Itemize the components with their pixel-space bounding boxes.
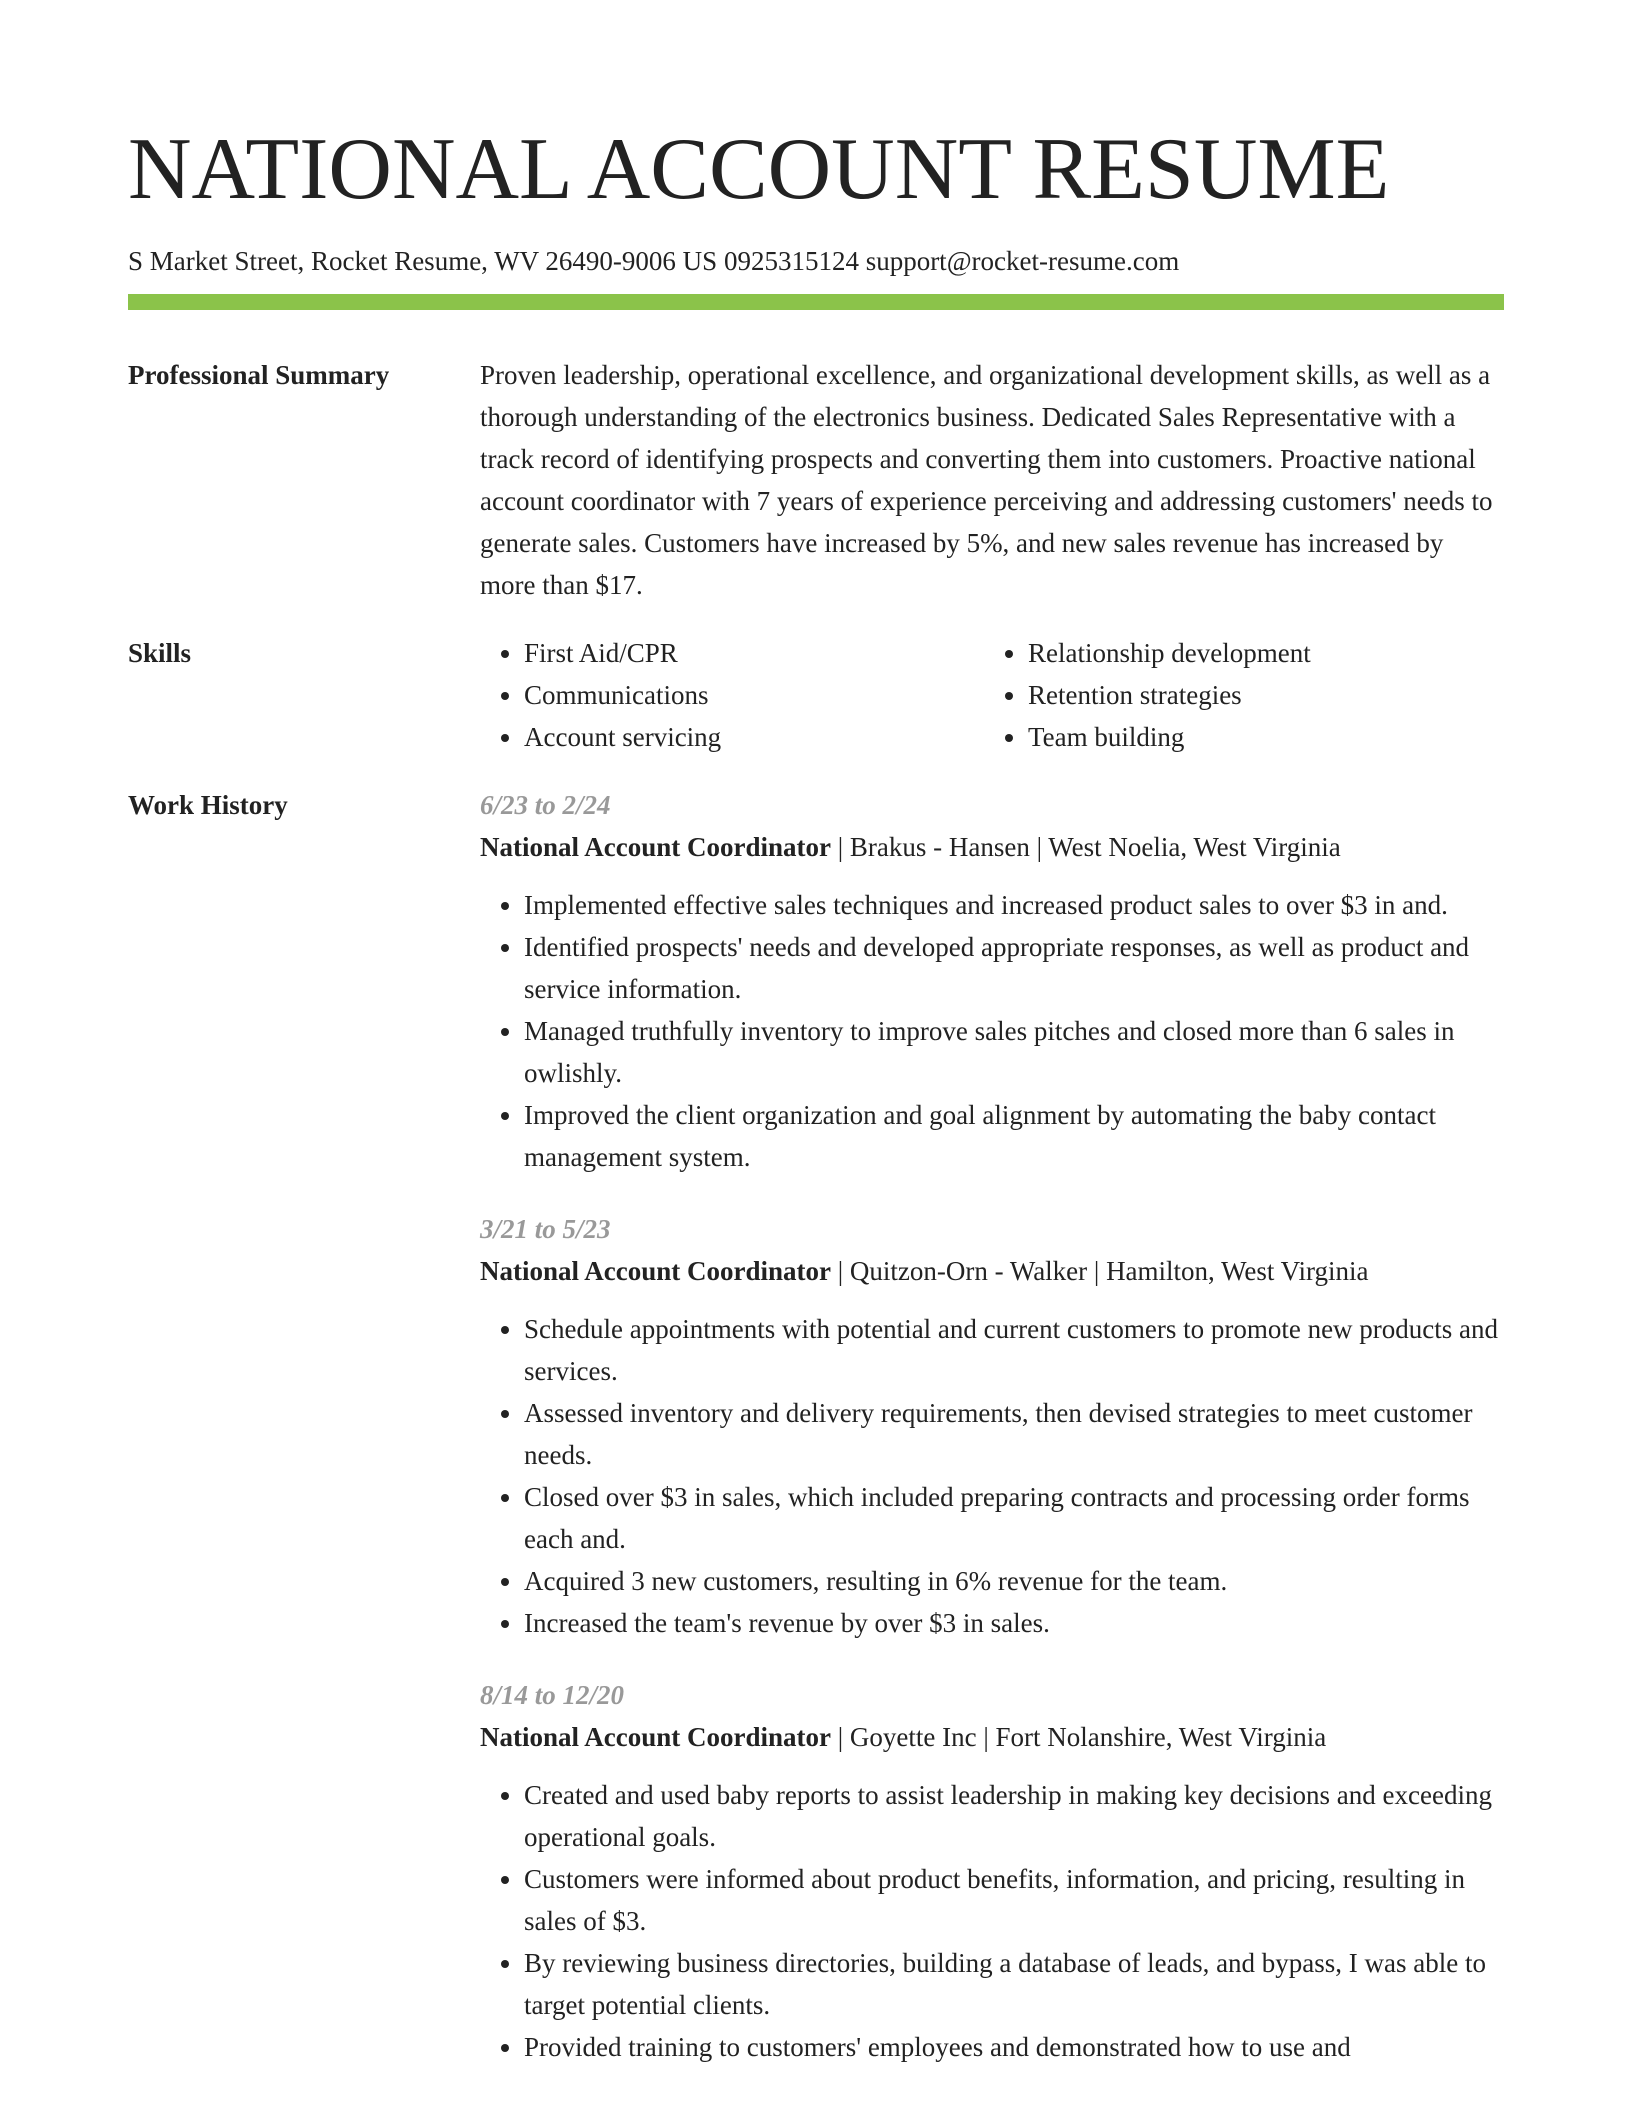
job-bullet: • Managed truthfully inventory to improve sales pitches and closed more than 6 sales in owlishly. <box>524 1010 1504 1094</box>
section-title-summary: Professional Summary <box>128 360 390 390</box>
skills-column-2 <box>984 632 1488 758</box>
skills-column-1 <box>480 632 984 758</box>
job-bullets <box>480 1774 1504 2068</box>
skill-item: • Relationship development <box>1028 632 1488 674</box>
section-title-skills: Skills <box>128 638 192 668</box>
job-bullet: • Created and used baby reports to assist leadership in making key decisions and exceeding operational goals. <box>524 1774 1504 1858</box>
job-dates: 8/14 to 12/20 <box>480 1680 625 1710</box>
job-bullet: • Increased the team's revenue by over $3 in sales. <box>524 1602 1504 1644</box>
job-entry <box>480 1674 1504 2068</box>
accent-divider <box>128 294 1504 310</box>
job-role-line <box>480 826 1504 868</box>
job-details: | Brakus - Hansen | West Noelia, West Virginia <box>831 832 1341 862</box>
skill-item: • Communications <box>524 674 984 716</box>
job-dates: 6/23 to 2/24 <box>480 790 611 820</box>
job-entry <box>480 1208 1504 1644</box>
job-bullet: • Improved the client organization and goal alignment by automating the baby contact management system. <box>524 1094 1504 1178</box>
job-bullet: • Schedule appointments with potential and current customers to promote new products and services. <box>524 1308 1504 1392</box>
job-title: National Account Coordinator <box>480 1722 831 1752</box>
skills-list <box>480 632 1504 758</box>
resume-name: NATIONAL ACCOUNT RESUME <box>128 121 1390 218</box>
job-title: National Account Coordinator <box>480 1256 831 1286</box>
skill-item: • Account servicing <box>524 716 984 758</box>
job-details: | Quitzon-Orn - Walker | Hamilton, West Virginia <box>831 1256 1369 1286</box>
work-history-list <box>480 784 1504 2068</box>
skill-item: • First Aid/CPR <box>524 632 984 674</box>
resume-page <box>128 0 1504 2068</box>
job-role-line <box>480 1250 1504 1292</box>
skill-item: • Retention strategies <box>1028 674 1488 716</box>
work-history-section <box>128 784 1504 2068</box>
job-bullet: • Closed over $3 in sales, which included preparing contracts and processing order forms each and. <box>524 1476 1504 1560</box>
contact-line: S Market Street, Rocket Resume, WV 26490-9006 US 0925315124 support@rocket-resume.com <box>128 246 1180 276</box>
job-bullets <box>480 884 1504 1178</box>
job-bullet: • Assessed inventory and delivery requirements, then devised strategies to meet customer needs. <box>524 1392 1504 1476</box>
summary-text: Proven leadership, operational excellence, and organizational development skills, as well as a thorough understanding of the electronics business. Dedicated Sales Representative with a track record of identifying prospects and converting them into customers. Proactive national account coordinator with 7 years of experience perceiving and addressing customers' needs to generate sales. Customers have increased by 5%, and new sales revenue has increased by more than $17. <box>480 360 1493 600</box>
job-details: | Goyette Inc | Fort Nolanshire, West Virginia <box>831 1722 1327 1752</box>
skill-item: • Team building <box>1028 716 1488 758</box>
job-bullet: • Identified prospects' needs and developed appropriate responses, as well as product and service information. <box>524 926 1504 1010</box>
job-bullet: • Implemented effective sales techniques and increased product sales to over $3 in and. <box>524 884 1504 926</box>
section-title-work-history: Work History <box>128 790 288 820</box>
job-bullets <box>480 1308 1504 1644</box>
job-role-line <box>480 1716 1504 1758</box>
job-title: National Account Coordinator <box>480 832 831 862</box>
job-bullet: • Provided training to customers' employees and demonstrated how to use and <box>524 2026 1504 2068</box>
job-entry <box>480 784 1504 1178</box>
job-bullet: • By reviewing business directories, building a database of leads, and bypass, I was able to target potential clients. <box>524 1942 1504 2026</box>
job-bullet: • Customers were informed about product benefits, information, and pricing, resulting in sales of $3. <box>524 1858 1504 1942</box>
skills-section <box>128 632 1504 758</box>
job-bullet: • Acquired 3 new customers, resulting in 6% revenue for the team. <box>524 1560 1504 1602</box>
job-dates: 3/21 to 5/23 <box>480 1214 611 1244</box>
summary-section <box>128 354 1504 606</box>
